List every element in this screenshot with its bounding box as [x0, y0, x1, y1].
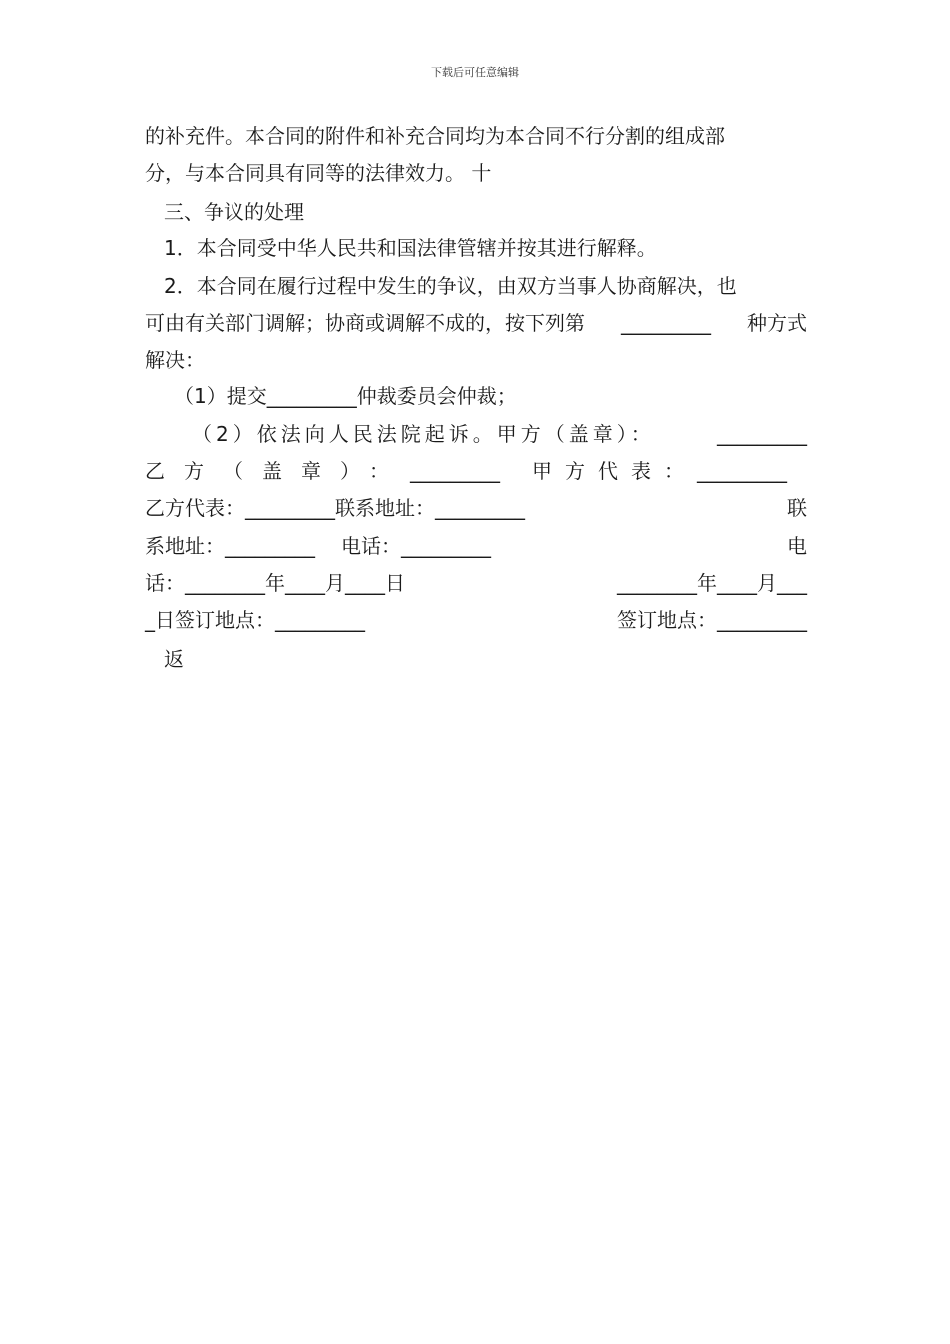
paragraph-line: 的补充件。本合同的附件和补充合同均为本合同不行分割的组成部	[145, 124, 725, 148]
phone-label: 话：	[145, 571, 185, 595]
clause-2-continued	[145, 309, 807, 337]
clause-text: 可由有关部门调解；协商或调解不成的，按下列第	[145, 311, 585, 335]
option-text: 仲裁委员会仲裁；	[356, 384, 517, 408]
sign-place-right	[617, 606, 807, 634]
address-label: 系地址：	[145, 534, 225, 558]
party-b-rep-label: 乙方代表：	[145, 496, 245, 520]
paragraph-line: 分，与本合同具有同等的法律效力。 十	[145, 161, 492, 185]
phone-label: 电话：	[341, 534, 401, 558]
blank-field: _________	[435, 496, 525, 520]
wrap-char: 电	[787, 534, 807, 558]
blank-field: _________	[245, 496, 335, 520]
return-text: 返	[164, 647, 184, 671]
sign-place-label: _日签订地点：	[145, 608, 275, 632]
party-b-seal-label: 乙方（盖章）：	[145, 459, 408, 483]
option-1	[174, 382, 836, 410]
clause-2: 2．本合同在履行过程中发生的争议，由双方当事人协商解决，也	[164, 274, 737, 298]
party-a-rep-label: 甲方代表：	[532, 459, 697, 483]
blank-field: _________	[717, 422, 807, 446]
paragraph-line: 解决：	[145, 348, 205, 372]
date-blank: ________年____月____日	[185, 571, 405, 595]
option-2	[192, 420, 807, 448]
blank-field: _________	[717, 608, 807, 632]
clause-text: 种方式	[747, 311, 807, 335]
blank-field: _________	[266, 384, 357, 408]
address-label: 联系地址：	[335, 496, 435, 520]
blank-field: _________	[621, 311, 711, 335]
sign-place-label: 签订地点：	[617, 608, 717, 632]
blank-field: _________	[697, 459, 787, 483]
blank-field: _________	[225, 534, 315, 558]
section-heading: 三、争议的处理	[164, 200, 304, 224]
signature-row	[145, 569, 807, 597]
signature-row	[145, 457, 807, 485]
blank-field: _________	[401, 534, 491, 558]
option-text: （2）依法向人民法院起诉。甲方（盖章）：	[192, 422, 655, 446]
wrap-char: 联	[787, 496, 807, 520]
signature-row	[145, 494, 807, 522]
blank-field: _________	[275, 608, 365, 632]
page-header: 下载后可任意编辑	[431, 66, 519, 79]
signature-row	[145, 606, 807, 634]
date-blank: ________年____月___	[617, 571, 807, 595]
option-text: （1）提交	[174, 384, 267, 408]
signature-row	[145, 532, 807, 560]
blank-field: _________	[410, 459, 500, 483]
clause-1: 1．本合同受中华人民共和国法律管辖并按其进行解释。	[164, 236, 657, 260]
